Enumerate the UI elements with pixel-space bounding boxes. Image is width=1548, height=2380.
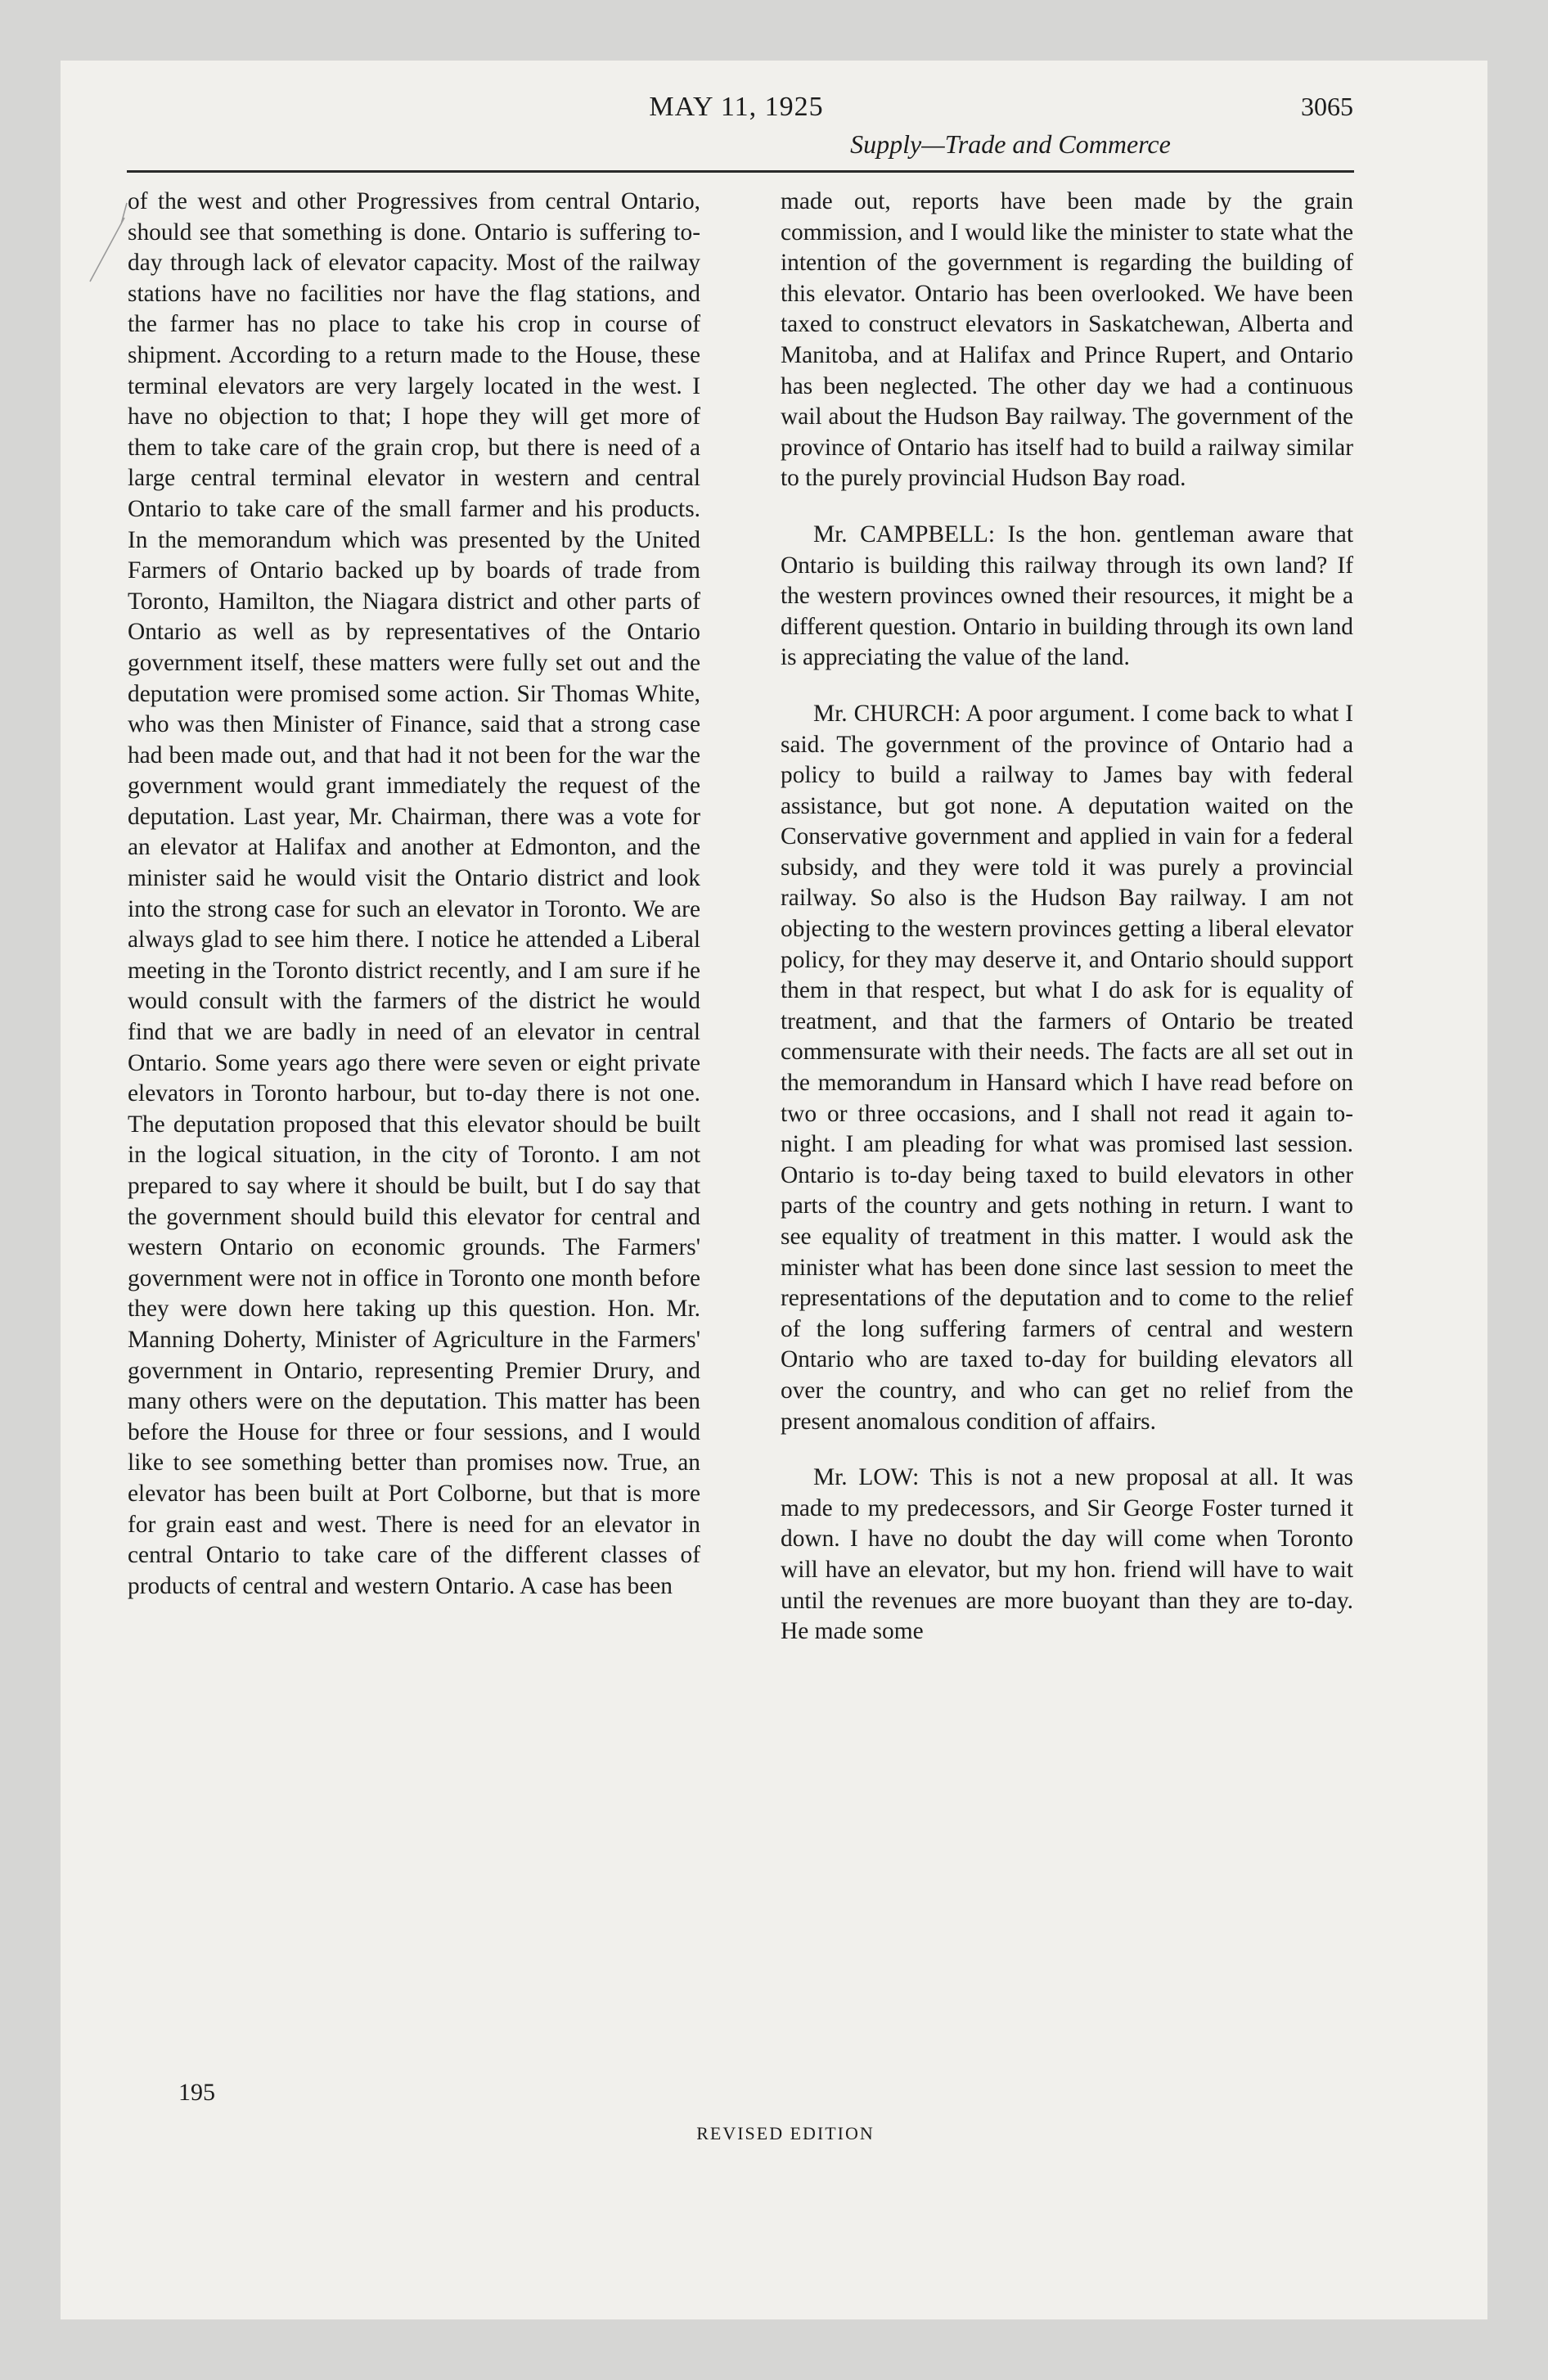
pencil-mark-decoration: [82, 200, 131, 290]
left-paragraph: of the west and other Progressives from central Ontario, should see that something is done. Ontario is suffering to-day through lack of elevator capacity. Most of the railway stations have no facilities nor have the flag stations, and the farmer has no place to take his crop in course of shipment. According to a return made to the House, these terminal elevators are very largely located in the west. I have no objection to that; I hope they will get more of them to take care of the grain crop, but there is need of a large central terminal elevator in western and central Ontario to take care of the small farmer and his products. In the memorandum which was presented by the United Farmers of Ontario backed up by boards of trade from Toronto, Hamilton, the Niagara district and other parts of Ontario as well as by representatives of the Ontario government itself, these matters were fully set out and the deputation were promised some action. Sir Thomas White, who was then Minister of Finance, said that a strong case had been made out, and that had it not been for the war the government would grant immediately the request of the deputation. Last year, Mr. Chairman, there was a vote for an elevator at Halifax and another at Edmonton, and the minister said he would visit the Ontario district and look into the strong case for such an elevator in Toronto. We are always glad to see him there. I notice he attended a Liberal meeting in the Toronto district recently, and I am sure if he would consult with the farmers of the district he would find that we are badly in need of an elevator in central Ontario. Some years ago there were seven or eight private elevators in Toronto harbour, but to-day there is not one. The deputation proposed that this elevator should be built in the logical situation, in the city of Toronto. I am not prepared to say where it should be built, but I do say that the government should build this elevator for central and western Ontario on economic grounds. The Farmers' government were not in office in Toronto one month before they were down here taking up this question. Hon. Mr. Manning Doherty, Minister of Agriculture in the Farmers' government in Ontario, representing Premier Drury, and many others were on the deputation. This matter has been before the House for three or four sessions, and I would like to see something better than promises now. True, an elevator has been built at Port Colborne, but that is more for grain east and west. There is need for an elevator in central Ontario to take care of the different classes of products of central and western Ontario. A case has been: [128, 188, 700, 1599]
edition-footer: REVISED EDITION: [696, 2123, 875, 2143]
header-rule: [127, 170, 1354, 173]
right-paragraph: Mr. CAMPBELL: Is the hon. gentleman aware that Ontario is building this railway through its own land? If the western provinces owned their resources, it might be a different question. Ontario in building through its own land is appreciating the value of the land.: [781, 521, 1353, 671]
right-paragraph: made out, reports have been made by the grain commission, and I would like the minister to state what the intention of the government is regarding the building of this elevator. Ontario has been overlooked. We have been taxed to construct elevators in Saskatchewan, Alberta and Manitoba, and at Halifax and Prince Rupert, and Ontario has been neglected. The other day we had a continuous wail about the Hudson Bay railway. The government of the province of Ontario has itself had to build a railway similar to the purely provincial Hudson Bay road.: [781, 188, 1353, 492]
left-column: [128, 187, 700, 2020]
signature-mark: 195: [178, 2079, 215, 2106]
section-title: Supply—Trade and Commerce: [850, 129, 1171, 159]
right-column: [781, 187, 1353, 2020]
right-paragraph: Mr. LOW: This is not a new proposal at all. It was made to my predecessors, and Sir George Foster turned it down. I have no doubt the day will come when Toronto will have an elevator, but my hon. friend will have to wait until the revenues are more buoyant than they are to-day. He made some: [781, 1464, 1353, 1645]
right-paragraph: Mr. CHURCH: A poor argument. I come back to what I said. The government of the province of Ontario had a policy to build a railway to James bay with federal assistance, but got none. A deputation waited on the Conservative government and applied in vain for a federal subsidy, and they were told it was purely a provincial railway. So also is the Hudson Bay railway. I am not objecting to the western provinces getting a liberal elevator policy, for they may deserve it, and Ontario should support them in that respect, but what I do ask for is equality of treatment, and that the farmers of Ontario be treated commensurate with their needs. The facts are all set out in the memorandum in Hansard which I have read before on two or three occasions, and I shall not read it again to-night. I am pleading for what was promised last session. Ontario is to-day being taxed to build elevators in other parts of the country and gets nothing in return. I want to see equality of treatment in this matter. I would ask the minister what has been done since last session to meet the representations of the deputation and to come to the relief of the long suffering farmers of central and western Ontario who are taxed to-day for building elevators all over the country, and who can get no relief from the present anomalous condition of affairs.: [781, 700, 1353, 1435]
header-date: MAY 11, 1925: [649, 92, 824, 122]
page-number: 3065: [1301, 92, 1353, 121]
